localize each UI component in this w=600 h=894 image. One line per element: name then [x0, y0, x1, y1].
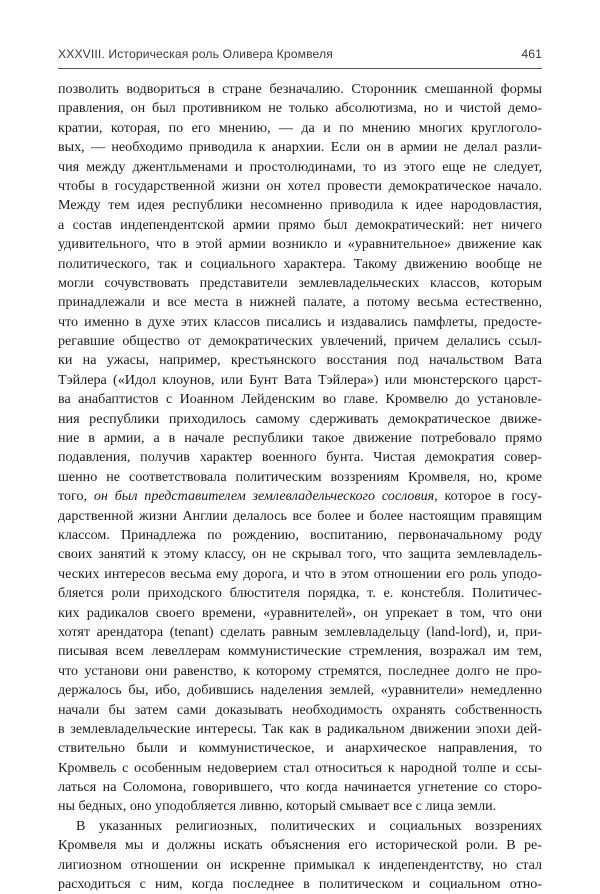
running-header — [58, 44, 542, 64]
text-line: могли сочувствовать представители землевладельческих классов, которым — [58, 274, 542, 291]
text-line: в землевладельческие интересы. Так как в радикальном движении эпохи дей- — [58, 720, 542, 737]
text-line: дарственной жизни Англии делалось все более и более настоящим правящим — [58, 507, 542, 524]
text-line: правления, он был противником не только абсолютизма, но и чистой демо- — [58, 100, 542, 117]
text-line: что именно в духе этих классов писались и издавались памфлеты, предосте- — [58, 313, 542, 330]
text-line: своих занятий к этому классу, он не скрывал того, что защита землевладель- — [58, 546, 542, 563]
paragraph-2 — [58, 817, 542, 894]
text-line: ческих интересов весьма ему дорога, и что в этом отношении его роль уподо- — [58, 565, 542, 582]
text-line: ствительно были и коммунистическое, и анархическое направления, то — [58, 740, 542, 757]
paragraph-1 — [58, 80, 542, 817]
page-number: 461 — [521, 47, 542, 61]
text-line: чия между джентльменами и простолюдинами, то из этого еще не следует, — [58, 158, 542, 175]
text-line: ких радикалов своего времени, «уравнителей», он упрекает в том, что они — [58, 604, 542, 621]
text-line: латься на Соломона, говорившего, что когда начинается угнетение со сторо- — [58, 779, 542, 796]
text-line: держалось бы, ибо, добившись наделения землей, «уравнители» немедленно — [58, 682, 542, 699]
text-line: классом. Принадлежа по рождению, воспитанию, первоначальному роду — [58, 526, 542, 543]
text-line: ние в армии, а в начале республики такое движение потребовало прямо — [58, 430, 542, 447]
text-line: принадлежали и все места в нижней палате, а потому весьма естественно, — [58, 294, 542, 311]
text-line: что установи они равенство, к которому стремятся, последнее долго не про- — [58, 662, 542, 679]
text-line: Кромвель с особенным недоверием стал относиться к народной толпе и ссы- — [58, 759, 542, 776]
text-line: писывая всем левеллерам коммунистические стремления, возражал им тем, — [58, 643, 542, 660]
text-line: удивительного, что в этой армии возникло и «уравнительное» движение как — [58, 236, 542, 253]
text-line: чтобы в государственной жизни он хотел провести демократическое начало. — [58, 177, 542, 194]
text-line: Кромвеля мы и должны искать объяснения его исторической роли. В ре- — [58, 837, 542, 854]
chapter-title: XXXVIII. Историческая роль Оливера Кромвеля — [58, 47, 333, 61]
text-line: подавления, получив характер военного бунта. Чистая демократия совер- — [58, 449, 542, 466]
text-line: а состав индепендентской армии прямо был демократический: нет ничего — [58, 216, 542, 233]
text-line: расходиться с ним, когда последнее в политическом и социальном отно- — [58, 876, 542, 893]
header-rule — [58, 68, 542, 69]
text-line: кратии, которая, по его мнению, — да и по мнению многих круглоголо- — [58, 119, 542, 136]
text-line: шенно не соответствовала политическим воззрениям Кромвеля, но, кроме — [58, 468, 542, 485]
text-line: ва анабаптистов с Иоанном Лейденским во главе. Кромвелю до установле- — [58, 391, 542, 408]
text-line: регавшие общество от демократических увлечений, причем делались ссыл- — [58, 333, 542, 350]
line-start: того, — [58, 488, 94, 505]
text-line-with-italic — [58, 487, 542, 506]
text-line: начали бы затем сами доказывать необходимость охранять собственность — [58, 701, 542, 718]
text-line: бляется роли приходского блюстителя порядка, т. е. констебля. Политичес- — [58, 585, 542, 602]
text-line: лигиозном отношении он искренне примыкал к индепендентству, но стал — [58, 856, 542, 873]
text-line: хотят арендатора (tenant) сделать равным землевладельцу (land-lord), и, при- — [58, 623, 542, 640]
text-line: вых, — необходимо приводила к анархии. Если он в армии не делал разли- — [58, 139, 542, 156]
text-line: Между тем идея республики несомненно приводила к идее народовластия, — [58, 197, 542, 214]
text-line: позволить водвориться в стране безначалию. Сторонник смешанной формы — [58, 81, 542, 97]
body-text — [58, 80, 542, 894]
text-line: ны бедных, оно уподобляется ливню, который смывает все с лица земли. — [58, 798, 497, 815]
text-line: В указанных религиозных, политических и социальных воззрениях — [76, 817, 542, 834]
line-end: которое в госу- — [437, 488, 542, 505]
italic-phrase: он был представителем землевладельческого сословия, — [93, 488, 438, 505]
text-line: Тэйлера («Идол клоунов, или Бунт Вата Тэйлера») или мюнстерского царст- — [58, 371, 542, 388]
text-line: ния республики приходилось самому сдерживать демократическое движе- — [58, 410, 542, 427]
text-line: ки на ужасы, например, крестьянского восстания под начальством Вата — [58, 352, 542, 369]
text-line: политического, так и социального характера. Такому движению вообще не — [58, 255, 542, 272]
